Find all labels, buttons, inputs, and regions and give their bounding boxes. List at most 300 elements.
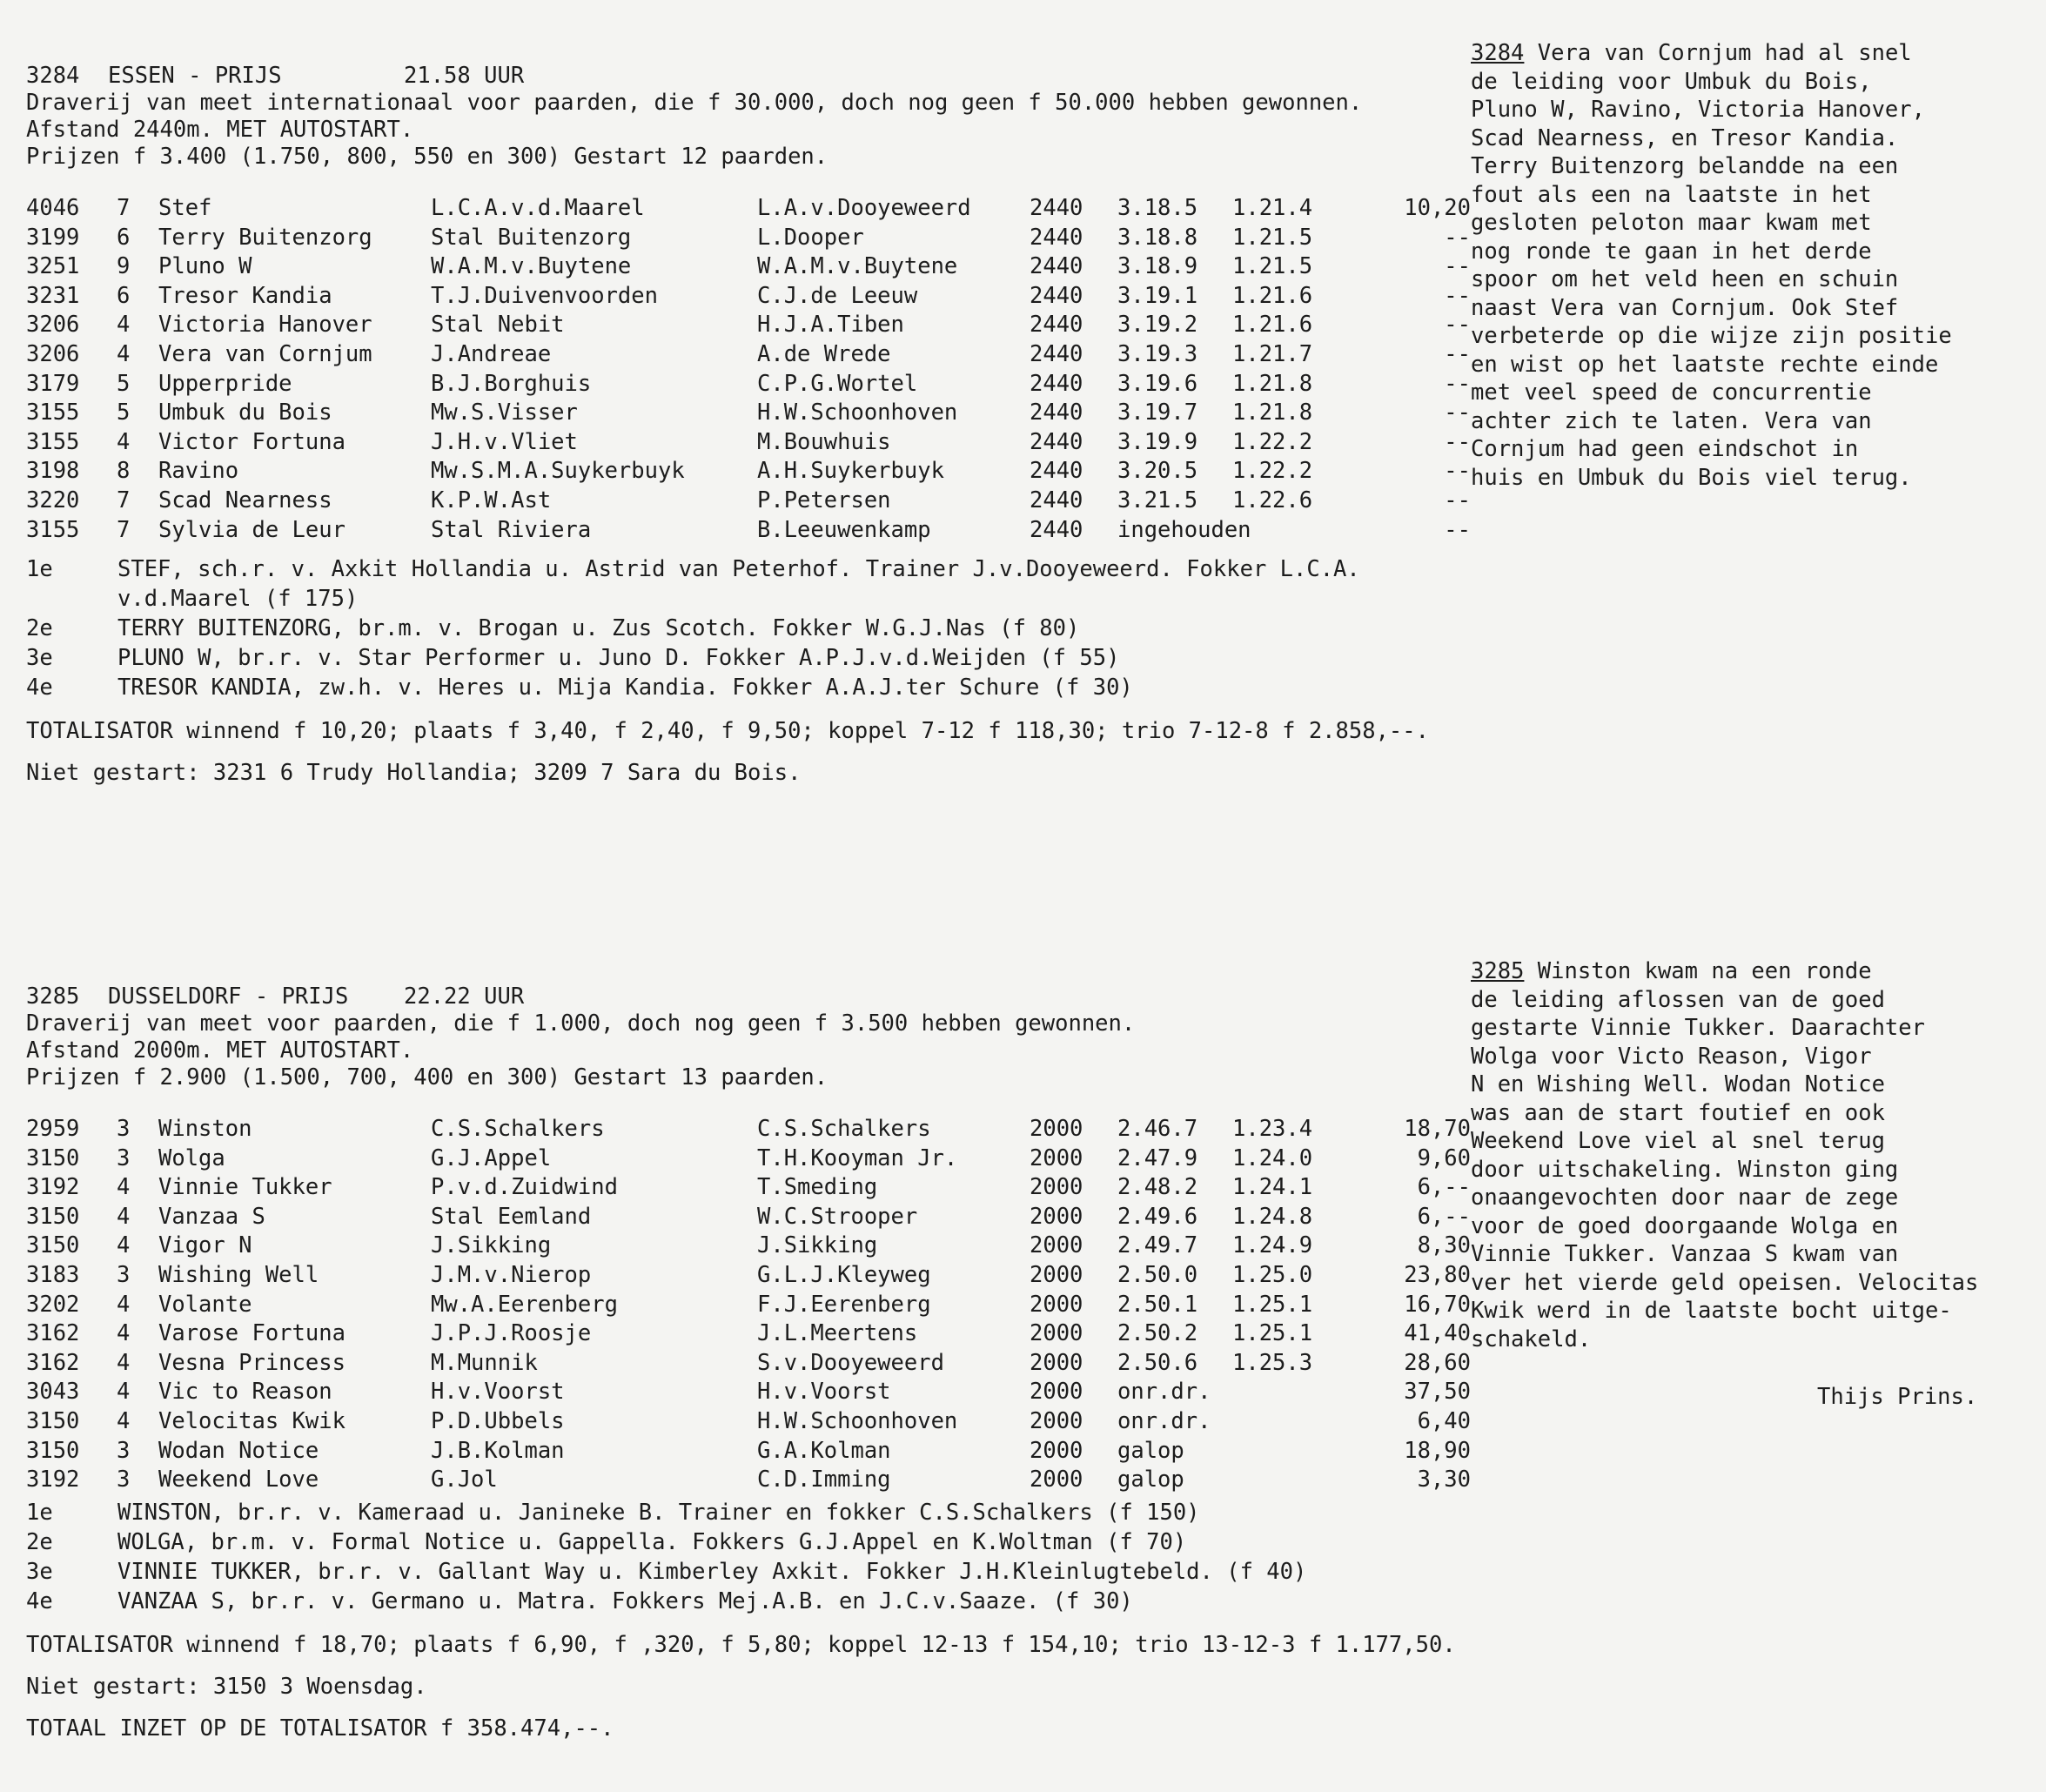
driver: W.A.M.v.Buytene (757, 253, 958, 280)
totalisator: TOTALISATOR winnend f 10,20; plaats f 3,40, f 2,40, f 9,50; koppel 7-12 f 118,30; trio 7-12-8 f 2.858,--. (26, 718, 1429, 745)
race-distance: Afstand 2000m. MET AUTOSTART. (26, 1037, 414, 1064)
distance: 2440 (1030, 458, 1083, 485)
totalisator: TOTALISATOR winnend f 18,70; plaats f 6,90, f ,320, f 5,80; koppel 12-13 f 154,10; trio 13-12-3 f 1.177,50. (26, 1631, 1456, 1658)
horse-name: Vanzaa S (158, 1203, 265, 1230)
placings (26, 554, 1471, 702)
comment-line: fout als een na laatste in het (1471, 181, 1872, 208)
start-number: 5 (117, 399, 131, 426)
km-time: 1.24.9 (1232, 1232, 1313, 1259)
comment-line: naast Vera van Cornjum. Ook Stef (1471, 294, 1899, 321)
race-time: 2.47.9 (1117, 1144, 1198, 1171)
owner: J.Andreae (431, 340, 552, 367)
prev-race-number: 3155 (26, 516, 80, 543)
placing-text: PLUNO W, br.r. v. Star Performer u. Juno D. Fokker A.P.J.v.d.Weijden (f 55) (117, 645, 1120, 672)
odds: -- (1444, 399, 1471, 426)
prev-race-number: 3162 (26, 1320, 80, 1347)
odds: -- (1444, 312, 1471, 339)
driver: G.L.J.Kleyweg (757, 1261, 931, 1288)
race-name: DUSSELDORF - PRIJS (108, 983, 349, 1010)
distance: 2000 (1030, 1349, 1083, 1376)
comment-race-number: 3284 (1471, 40, 1525, 66)
signature: Thijs Prins. (1817, 1384, 1978, 1410)
driver: C.J.de Leeuw (757, 282, 918, 309)
comment-line: gestarte Vinnie Tukker. Daarachter (1471, 1015, 1925, 1041)
comment-line: verbeterde op die wijze zijn positie (1471, 323, 1952, 349)
comment-line: huis en Umbuk du Bois viel terug. (1471, 464, 1912, 491)
owner: T.J.Duivenvoorden (431, 282, 658, 309)
race-comment-3284 (1471, 39, 2036, 492)
odds: 16,70 (1404, 1291, 1471, 1318)
race-time: 3.19.3 (1117, 340, 1198, 367)
owner: Mw.S.Visser (431, 399, 578, 426)
driver: T.H.Kooyman Jr. (757, 1144, 958, 1171)
owner: B.J.Borghuis (431, 370, 592, 397)
table-row (26, 371, 1471, 400)
comment-line: gesloten peloton maar kwam met (1471, 210, 1872, 236)
horse-name: Terry Buitenzorg (158, 224, 372, 251)
km-time: 1.21.7 (1232, 340, 1313, 367)
driver: P.Petersen (757, 487, 891, 513)
start-number: 3 (117, 1466, 131, 1493)
race-time: 3.19.1 (1117, 282, 1198, 309)
owner: L.C.A.v.d.Maarel (431, 195, 645, 221)
comment-line: nog ronde te gaan in het derde (1471, 238, 1872, 265)
race-time: 2.48.2 (1117, 1174, 1198, 1201)
table-row (26, 1262, 1471, 1292)
prev-race-number: 3198 (26, 458, 80, 485)
distance: 2000 (1030, 1261, 1083, 1288)
start-number: 4 (117, 1320, 131, 1347)
odds: 18,90 (1404, 1437, 1471, 1464)
odds: -- (1444, 282, 1471, 309)
results-table (26, 1116, 1471, 1496)
comment-line: Pluno W, Ravino, Victoria Hanover, (1471, 97, 1925, 123)
start-number: 4 (117, 1291, 131, 1318)
total-stake: TOTAAL INZET OP DE TOTALISATOR f 358.474,--. (26, 1715, 614, 1742)
distance: 2000 (1030, 1232, 1083, 1259)
race-time: 2.50.1 (1117, 1291, 1198, 1318)
km-time: 1.25.1 (1232, 1291, 1313, 1318)
horse-name: Umbuk du Bois (158, 399, 332, 426)
race-time: 3.18.9 (1117, 253, 1198, 280)
horse-name: Scad Nearness (158, 487, 332, 513)
owner: Mw.A.Eerenberg (431, 1291, 618, 1318)
table-row (26, 429, 1471, 459)
driver: F.J.Eerenberg (757, 1291, 931, 1318)
table-row (26, 399, 1471, 429)
race-time: 3.19.7 (1117, 399, 1198, 426)
km-time: 1.21.6 (1232, 282, 1313, 309)
distance: 2000 (1030, 1466, 1083, 1493)
comment-line: met veel speed de concurrentie (1471, 379, 1872, 406)
start-number: 4 (117, 340, 131, 367)
driver: A.H.Suykerbuyk (757, 458, 944, 485)
race-conditions: Draverij van meet internationaal voor paarden, die f 30.000, doch nog geen f 50.000 hebben gewonnen. (26, 90, 1363, 116)
race-conditions: Draverij van meet voor paarden, die f 1.000, doch nog geen f 3.500 hebben gewonnen. (26, 1010, 1136, 1037)
race-number: 3285 (26, 983, 80, 1010)
distance: 2000 (1030, 1407, 1083, 1434)
race-prizes: Prijzen f 2.900 (1.500, 700, 400 en 300) Gestart 13 paarden. (26, 1064, 828, 1091)
horse-name: Victor Fortuna (158, 428, 345, 455)
driver: S.v.Dooyeweerd (757, 1349, 944, 1376)
odds: -- (1444, 428, 1471, 455)
odds: 3,30 (1417, 1466, 1471, 1493)
prev-race-number: 3155 (26, 399, 80, 426)
prev-race-number: 3043 (26, 1379, 80, 1406)
comment-line: achter zich te laten. Vera van (1471, 407, 1872, 434)
comment-line: Weekend Love viel al snel terug (1471, 1128, 1885, 1154)
comment-line: voor de goed doorgaande Wolga en (1471, 1212, 1899, 1239)
start-number: 4 (117, 1232, 131, 1259)
km-time: 1.21.5 (1232, 253, 1313, 280)
owner: Mw.S.M.A.Suykerbuyk (431, 458, 685, 485)
horse-name: Stef (158, 195, 212, 221)
prev-race-number: 3202 (26, 1291, 80, 1318)
horse-name: Wodan Notice (158, 1437, 319, 1464)
driver: H.W.Schoonhoven (757, 1407, 958, 1434)
comment-line: Vera van Cornjum had al snel (1537, 40, 1912, 66)
start-number: 7 (117, 487, 131, 513)
distance: 2000 (1030, 1144, 1083, 1171)
owner: P.v.d.Zuidwind (431, 1174, 618, 1201)
start-number: 6 (117, 282, 131, 309)
placing-rank: 4e (26, 1587, 53, 1614)
race-time: onr.dr. (1117, 1407, 1211, 1434)
km-time: 1.25.3 (1232, 1349, 1313, 1376)
table-row (26, 1438, 1471, 1467)
driver: L.A.v.Dooyeweerd (757, 195, 971, 221)
race-3285 (26, 983, 1471, 1742)
comment-line: Kwik werd in de laatste bocht uitge- (1471, 1298, 1952, 1324)
horse-name: Vesna Princess (158, 1349, 345, 1376)
race-time: 2.50.0 (1117, 1261, 1198, 1288)
comment-line: Vinnie Tukker. Vanzaa S kwam van (1471, 1241, 1899, 1267)
horse-name: Ravino (158, 458, 239, 485)
km-time: 1.21.8 (1232, 399, 1313, 426)
owner: C.S.Schalkers (431, 1116, 605, 1142)
km-time: 1.21.5 (1232, 224, 1313, 251)
prev-race-number: 3199 (26, 224, 80, 251)
horse-name: Vera van Cornjum (158, 340, 372, 367)
odds: 6,-- (1417, 1174, 1471, 1201)
placing-text: VINNIE TUKKER, br.r. v. Gallant Way u. Kimberley Axkit. Fokker J.H.Kleinlugtebeld. (f 40) (117, 1558, 1307, 1585)
odds: 6,40 (1417, 1407, 1471, 1434)
distance: 2440 (1030, 195, 1083, 221)
start-number: 4 (117, 1407, 131, 1434)
placing-rank: 1e (26, 1499, 53, 1526)
placing-rank: 3e (26, 1558, 53, 1585)
odds: 41,40 (1404, 1320, 1471, 1347)
owner: Stal Eemland (431, 1203, 592, 1230)
owner: W.A.M.v.Buytene (431, 253, 632, 280)
prev-race-number: 3179 (26, 370, 80, 397)
not-started: Niet gestart: 3231 6 Trudy Hollandia; 3209 7 Sara du Bois. (26, 760, 802, 787)
owner: K.P.W.Ast (431, 487, 552, 513)
prev-race-number: 3150 (26, 1437, 80, 1464)
race-time: 3.18.5 (1117, 195, 1198, 221)
table-row (26, 1116, 1471, 1145)
driver: L.Dooper (757, 224, 864, 251)
owner: J.H.v.Vliet (431, 428, 578, 455)
km-time: 1.23.4 (1232, 1116, 1313, 1142)
start-number: 4 (117, 1174, 131, 1201)
start-number: 8 (117, 458, 131, 485)
placings (26, 1498, 1471, 1616)
odds: -- (1444, 370, 1471, 397)
race-time: 2.46.7 (1117, 1116, 1198, 1142)
horse-name: Tresor Kandia (158, 282, 332, 309)
distance: 2000 (1030, 1437, 1083, 1464)
odds: 28,60 (1404, 1349, 1471, 1376)
comment-line: N en Wishing Well. Wodan Notice (1471, 1071, 1885, 1097)
race-time: 3.21.5 (1117, 487, 1198, 513)
comment-line: spoor om het veld heen en schuin (1471, 266, 1899, 292)
driver: M.Bouwhuis (757, 428, 891, 455)
driver: B.Leeuwenkamp (757, 516, 931, 543)
owner: J.P.J.Roosje (431, 1320, 592, 1347)
odds: 37,50 (1404, 1379, 1471, 1406)
distance: 2000 (1030, 1320, 1083, 1347)
race-time: 2.49.6 (1117, 1203, 1198, 1230)
table-row (26, 1466, 1471, 1496)
placing-text: WINSTON, br.r. v. Kameraad u. Janineke B. Trainer en fokker C.S.Schalkers (f 150) (117, 1499, 1200, 1526)
prev-race-number: 3150 (26, 1144, 80, 1171)
comment-line: schakeld. (1471, 1326, 1592, 1352)
start-number: 5 (117, 370, 131, 397)
table-row (26, 1292, 1471, 1321)
comment-line: Terry Buitenzorg belandde na een (1471, 153, 1899, 179)
race-time: 2.50.6 (1117, 1349, 1198, 1376)
km-time: 1.24.8 (1232, 1203, 1313, 1230)
distance: 2000 (1030, 1116, 1083, 1142)
table-row (26, 487, 1471, 517)
start-number: 4 (117, 428, 131, 455)
driver: H.J.A.Tiben (757, 312, 904, 339)
comment-line: was aan de start foutief en ook (1471, 1099, 1885, 1126)
horse-name: Wishing Well (158, 1261, 319, 1288)
km-time: 1.22.2 (1232, 428, 1313, 455)
distance: 2440 (1030, 399, 1083, 426)
placing-text: TERRY BUITENZORG, br.m. v. Brogan u. Zus Scotch. Fokker W.G.J.Nas (f 80) (117, 615, 1080, 642)
race-time: galop (1117, 1466, 1184, 1493)
start-number: 6 (117, 224, 131, 251)
prev-race-number: 4046 (26, 195, 80, 221)
driver: T.Smeding (757, 1174, 878, 1201)
driver: W.C.Strooper (757, 1203, 918, 1230)
horse-name: Winston (158, 1116, 252, 1142)
comment-line: de leiding voor Umbuk du Bois, (1471, 68, 1872, 95)
prev-race-number: 3251 (26, 253, 80, 280)
race-time: 3.18.8 (1117, 224, 1198, 251)
start-number: 4 (117, 1379, 131, 1406)
horse-name: Weekend Love (158, 1466, 319, 1493)
horse-name: Pluno W (158, 253, 252, 280)
start-number: 7 (117, 516, 131, 543)
prev-race-number: 3206 (26, 312, 80, 339)
distance: 2440 (1030, 516, 1083, 543)
odds: 8,30 (1417, 1232, 1471, 1259)
prev-race-number: 3231 (26, 282, 80, 309)
distance: 2440 (1030, 312, 1083, 339)
owner: Stal Buitenzorg (431, 224, 632, 251)
km-time: 1.22.2 (1232, 458, 1313, 485)
km-time: 1.22.6 (1232, 487, 1313, 513)
horse-name: Sylvia de Leur (158, 516, 345, 543)
prev-race-number: 3192 (26, 1466, 80, 1493)
table-row (26, 253, 1471, 283)
odds: -- (1444, 458, 1471, 485)
driver: J.L.Meertens (757, 1320, 918, 1347)
driver: C.P.G.Wortel (757, 370, 918, 397)
odds: 23,80 (1404, 1261, 1471, 1288)
table-row (26, 1174, 1471, 1204)
horse-name: Victoria Hanover (158, 312, 372, 339)
placing-text: VANZAA S, br.r. v. Germano u. Matra. Fokkers Mej.A.B. en J.C.v.Saaze. (f 30) (117, 1587, 1133, 1614)
table-row (26, 1379, 1471, 1408)
table-row (26, 458, 1471, 487)
horse-name: Vigor N (158, 1232, 252, 1259)
owner: M.Munnik (431, 1349, 538, 1376)
horse-name: Wolga (158, 1144, 225, 1171)
distance: 2440 (1030, 370, 1083, 397)
results-table (26, 195, 1471, 546)
placing-item (26, 614, 1471, 643)
race-time: galop (1117, 1437, 1184, 1464)
placing-text: STEF, sch.r. v. Axkit Hollandia u. Astrid van Peterhof. Trainer J.v.Dooyeweerd. Fokker L.C.A. v.d.Maarel (f 175) (117, 556, 1360, 613)
placing-rank: 2e (26, 1528, 53, 1555)
driver: H.v.Voorst (757, 1379, 891, 1406)
race-header (26, 63, 1471, 171)
placing-item (26, 643, 1471, 673)
owner: J.M.v.Nierop (431, 1261, 592, 1288)
race-comment-3285 (1471, 957, 2036, 1353)
driver: G.A.Kolman (757, 1437, 891, 1464)
prev-race-number: 3206 (26, 340, 80, 367)
comment-line: onaangevochten door naar de zege (1471, 1185, 1899, 1211)
distance: 2440 (1030, 224, 1083, 251)
race-header (26, 983, 1471, 1091)
placing-rank: 3e (26, 645, 53, 672)
prev-race-number: 3192 (26, 1174, 80, 1201)
km-time: 1.24.1 (1232, 1174, 1313, 1201)
race-time: 3.19.2 (1117, 312, 1198, 339)
comment-line: door uitschakeling. Winston ging (1471, 1156, 1899, 1183)
distance: 2000 (1030, 1291, 1083, 1318)
prev-race-number: 3155 (26, 428, 80, 455)
km-time: 1.24.0 (1232, 1144, 1313, 1171)
driver: J.Sikking (757, 1232, 878, 1259)
race-time: ingehouden (1117, 516, 1251, 543)
comment-line: Winston kwam na een ronde (1537, 958, 1872, 984)
owner: Stal Nebit (431, 312, 565, 339)
owner: G.Jol (431, 1466, 498, 1493)
driver: A.de Wrede (757, 340, 891, 367)
comment-line: Scad Nearness, en Tresor Kandia. (1471, 124, 1899, 151)
placing-rank: 2e (26, 615, 53, 642)
not-started: Niet gestart: 3150 3 Woensdag. (26, 1673, 427, 1700)
km-time: 1.21.6 (1232, 312, 1313, 339)
owner: Stal Riviera (431, 516, 592, 543)
placing-item (26, 673, 1471, 702)
distance: 2440 (1030, 428, 1083, 455)
odds: -- (1444, 516, 1471, 543)
horse-name: Vinnie Tukker (158, 1174, 332, 1201)
comment-race-number: 3285 (1471, 958, 1525, 984)
comment-line: Cornjum had geen eindschot in (1471, 436, 1859, 462)
start-number: 4 (117, 312, 131, 339)
placing-item (26, 1498, 1471, 1527)
race-time: 22.22 UUR (404, 983, 525, 1010)
start-number: 3 (117, 1437, 131, 1464)
table-row (26, 225, 1471, 254)
prev-race-number: 3220 (26, 487, 80, 513)
prev-race-number: 3162 (26, 1349, 80, 1376)
start-number: 9 (117, 253, 131, 280)
placing-rank: 4e (26, 675, 53, 701)
odds: 10,20 (1404, 195, 1471, 221)
start-number: 4 (117, 1203, 131, 1230)
start-number: 7 (117, 195, 131, 221)
table-row (26, 1232, 1471, 1262)
horse-name: Varose Fortuna (158, 1320, 345, 1347)
race-time: 2.50.2 (1117, 1320, 1198, 1347)
km-time: 1.21.4 (1232, 195, 1313, 221)
horse-name: Upperpride (158, 370, 292, 397)
race-time: 3.19.9 (1117, 428, 1198, 455)
odds: 6,-- (1417, 1203, 1471, 1230)
odds: 9,60 (1417, 1144, 1471, 1171)
odds: -- (1444, 487, 1471, 513)
race-time: 2.49.7 (1117, 1232, 1198, 1259)
race-time: 3.19.6 (1117, 370, 1198, 397)
distance: 2440 (1030, 487, 1083, 513)
table-row (26, 1320, 1471, 1350)
placing-item (26, 554, 1471, 614)
race-prizes: Prijzen f 3.400 (1.750, 800, 550 en 300) Gestart 12 paarden. (26, 144, 828, 170)
race-distance: Afstand 2440m. MET AUTOSTART. (26, 117, 414, 143)
race-name: ESSEN - PRIJS (108, 63, 282, 89)
owner: H.v.Voorst (431, 1379, 565, 1406)
start-number: 3 (117, 1144, 131, 1171)
race-time: 3.20.5 (1117, 458, 1198, 485)
distance: 2000 (1030, 1203, 1083, 1230)
owner: P.D.Ubbels (431, 1407, 565, 1434)
placing-item (26, 1527, 1471, 1557)
table-row (26, 1408, 1471, 1438)
comment-line: ver het vierde geld opeisen. Velocitas (1471, 1269, 1979, 1296)
prev-race-number: 3150 (26, 1407, 80, 1434)
comment-line: en wist op het laatste rechte einde (1471, 351, 1939, 378)
odds: -- (1444, 340, 1471, 367)
km-time: 1.21.8 (1232, 370, 1313, 397)
placing-rank: 1e (26, 556, 53, 583)
distance: 2000 (1030, 1174, 1083, 1201)
table-row (26, 517, 1471, 547)
start-number: 3 (117, 1116, 131, 1142)
driver: C.D.Imming (757, 1466, 891, 1493)
table-row (26, 1350, 1471, 1379)
distance: 2440 (1030, 282, 1083, 309)
prev-race-number: 3183 (26, 1261, 80, 1288)
comment-line: de leiding aflossen van de goed (1471, 986, 1885, 1013)
odds: -- (1444, 224, 1471, 251)
placing-text: TRESOR KANDIA, zw.h. v. Heres u. Mija Kandia. Fokker A.A.J.ter Schure (f 30) (117, 675, 1133, 701)
horse-name: Volante (158, 1291, 252, 1318)
horse-name: Vic to Reason (158, 1379, 332, 1406)
race-number: 3284 (26, 63, 80, 89)
distance: 2000 (1030, 1379, 1083, 1406)
table-row (26, 1145, 1471, 1175)
